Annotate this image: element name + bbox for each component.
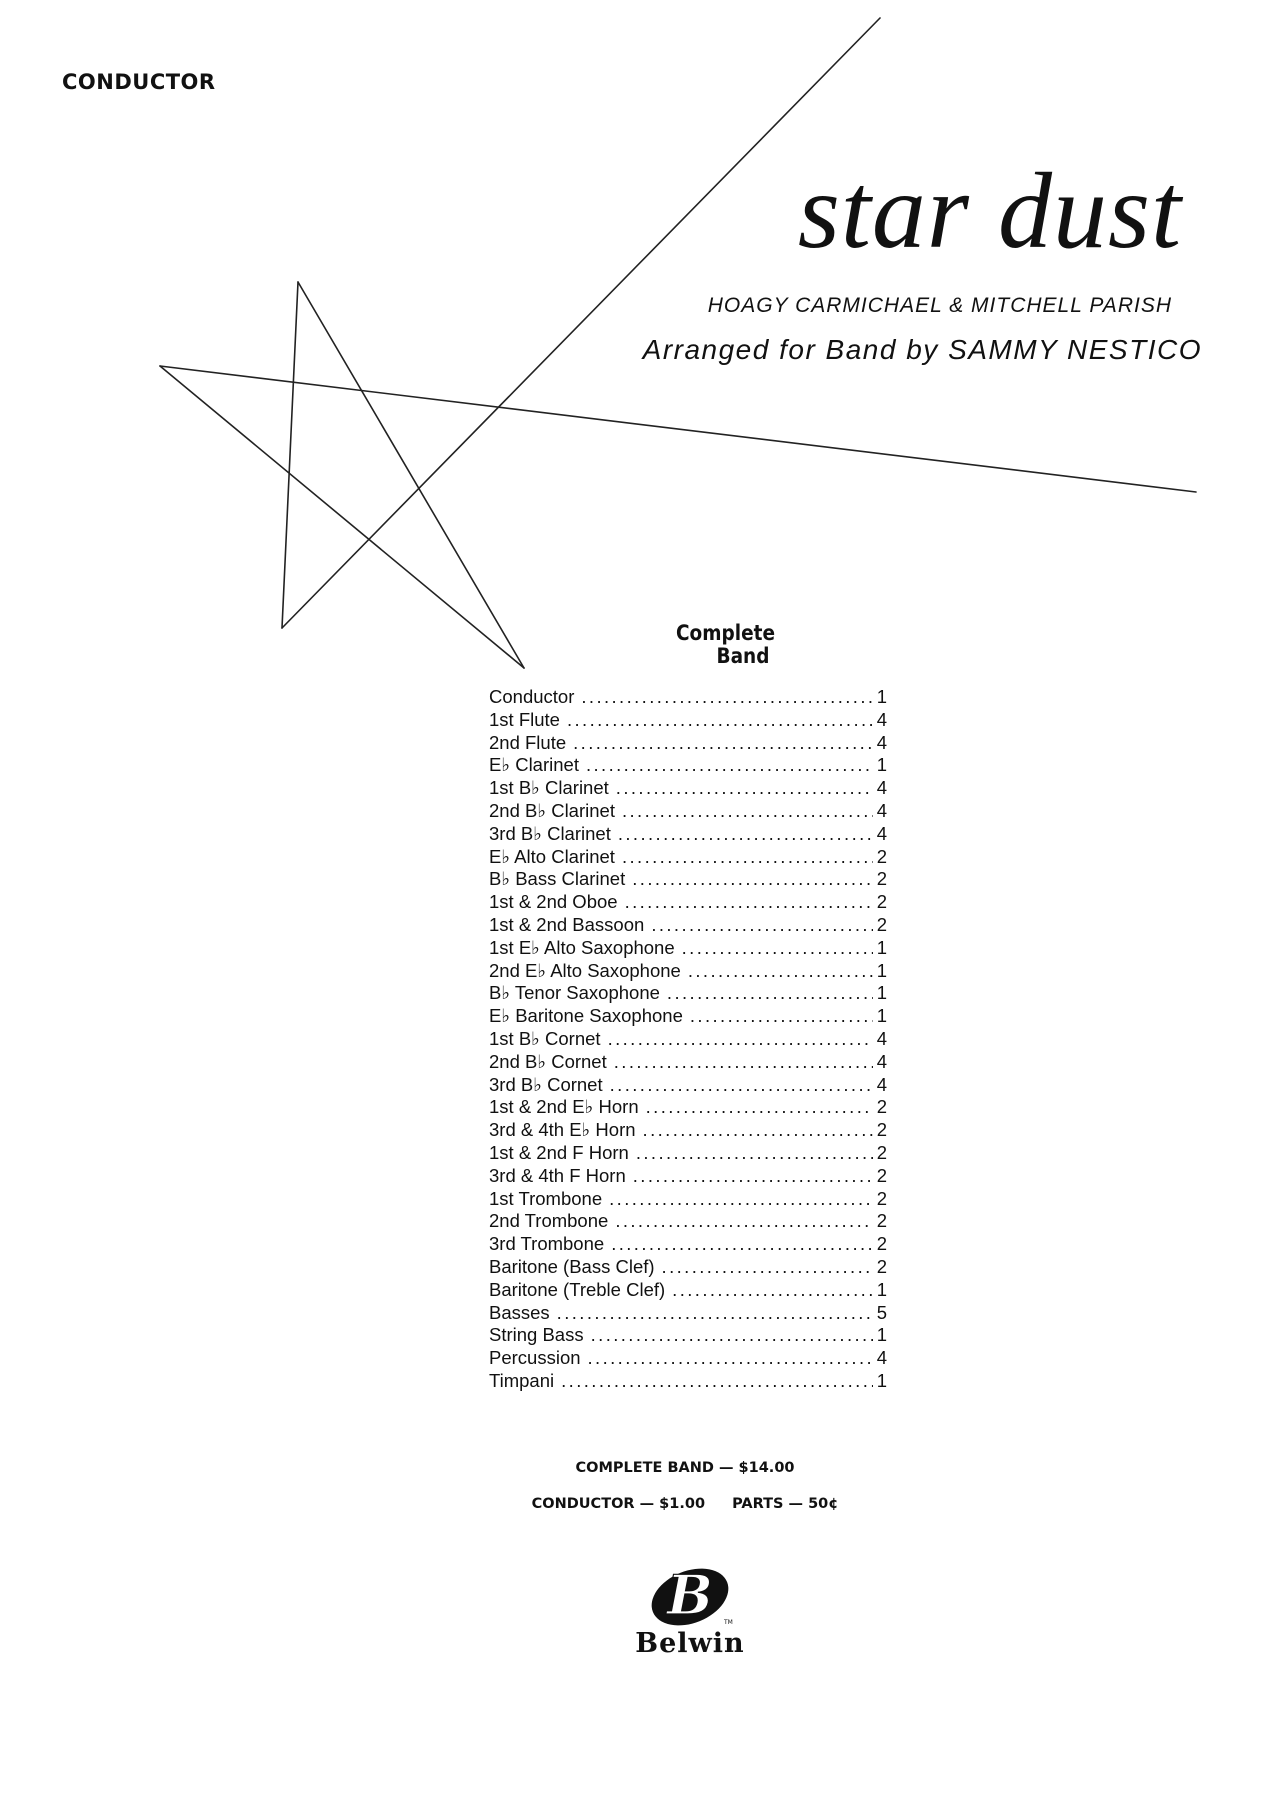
instrument-row [489, 937, 887, 960]
dot-leader [632, 868, 872, 891]
instrument-quantity: 4 [876, 1050, 887, 1072]
instrument-name: 1st & 2nd E♭ Horn [489, 1096, 639, 1118]
dot-leader [573, 732, 873, 755]
price-conductor: CONDUCTOR — $1.00 [531, 1496, 706, 1512]
dot-leader [557, 1302, 873, 1325]
instrument-name: 1st & 2nd F Horn [489, 1141, 629, 1163]
instrument-quantity: 4 [876, 1347, 887, 1369]
instrument-row [489, 1347, 887, 1370]
instrument-name: 1st B♭ Cornet [489, 1027, 601, 1049]
star-line [160, 366, 1196, 492]
instrument-row [489, 914, 887, 937]
instrument-name: Basses [489, 1301, 550, 1323]
instrument-name: 2nd Trombone [489, 1210, 609, 1232]
instrument-row [489, 1005, 887, 1028]
star-line [282, 18, 880, 628]
instrument-name: 3rd B♭ Cornet [489, 1073, 603, 1095]
dot-leader [651, 914, 872, 937]
dot-leader [662, 1256, 873, 1279]
dot-leader [622, 846, 873, 869]
dot-leader [690, 1005, 873, 1028]
instrument-name: E♭ Baritone Saxophone [489, 1005, 683, 1027]
star-line [298, 282, 524, 668]
instrument-row [489, 1142, 887, 1165]
star-line [160, 366, 524, 668]
instrument-row [489, 982, 887, 1005]
instrument-name: Baritone (Bass Clef) [489, 1255, 655, 1277]
instrument-row [489, 891, 887, 914]
instrument-name: 1st Flute [489, 708, 560, 730]
instrument-row [489, 777, 887, 800]
instrument-quantity: 1 [876, 1324, 887, 1346]
instrument-row [489, 1233, 887, 1256]
instrument-name: Conductor [489, 686, 575, 707]
instrument-quantity: 1 [876, 959, 887, 981]
dot-leader [625, 891, 873, 914]
instrument-row [489, 754, 887, 777]
instrument-quantity: 5 [876, 1301, 887, 1323]
instrument-row [489, 732, 887, 755]
instrument-name: String Bass [489, 1324, 584, 1346]
belwin-logo-icon [620, 1564, 760, 1630]
instrument-quantity: 1 [876, 1369, 887, 1391]
instrument-quantity: 2 [876, 1119, 887, 1141]
dot-leader [643, 1119, 873, 1142]
instrument-quantity: 4 [876, 731, 887, 753]
instrument-quantity: 1 [876, 754, 887, 776]
dot-leader [633, 1165, 873, 1188]
logo-letter: B [667, 1564, 713, 1627]
dot-leader [616, 777, 873, 800]
instrument-name: 3rd Trombone [489, 1233, 605, 1255]
instrument-name: Baritone (Treble Clef) [489, 1278, 666, 1300]
instrument-quantity: 1 [876, 982, 887, 1004]
instrument-name: E♭ Clarinet [489, 754, 579, 776]
song-title: star dust [797, 152, 1182, 271]
instrument-quantity: 1 [876, 686, 887, 707]
instrument-row [489, 1051, 887, 1074]
instrument-row [489, 1074, 887, 1097]
instrument-quantity: 1 [876, 936, 887, 958]
instrument-name: B♭ Tenor Saxophone [489, 982, 660, 1004]
instrument-name: 1st Trombone [489, 1187, 603, 1209]
instrument-row [489, 1210, 887, 1233]
instrument-name: 2nd Flute [489, 731, 567, 753]
dot-leader [609, 1188, 873, 1211]
instrument-row [489, 868, 887, 891]
instrument-quantity: 4 [876, 1027, 887, 1049]
instrument-name: 1st E♭ Alto Saxophone [489, 936, 675, 958]
dot-leader [611, 1233, 873, 1256]
instrument-row [489, 823, 887, 846]
instrument-name: E♭ Alto Clarinet [489, 845, 615, 867]
dot-leader [581, 686, 872, 709]
instrument-quantity: 4 [876, 708, 887, 730]
instrument-name: 2nd B♭ Cornet [489, 1050, 607, 1072]
instrument-row [489, 1188, 887, 1211]
instrument-quantity: 2 [876, 891, 887, 913]
instrument-name: Timpani [489, 1369, 555, 1391]
instrument-quantity: 2 [876, 1255, 887, 1277]
dot-leader [682, 937, 873, 960]
instrument-row [489, 846, 887, 869]
dot-leader [672, 1279, 873, 1302]
instrument-row [489, 1370, 887, 1393]
dot-leader [667, 982, 873, 1005]
instrumentation-heading-line2: Band [716, 644, 770, 668]
instrument-quantity: 2 [876, 1233, 887, 1255]
instrument-quantity: 4 [876, 1073, 887, 1095]
instrumentation-heading [676, 622, 775, 668]
instrument-row [489, 709, 887, 732]
dot-leader [567, 709, 873, 732]
instrument-row [489, 1119, 887, 1142]
publisher-name: Belwin [635, 1628, 745, 1659]
instrument-name: 2nd E♭ Alto Saxophone [489, 959, 681, 981]
dot-leader [688, 960, 873, 983]
instrument-row [489, 1302, 887, 1325]
instrument-quantity: 2 [876, 1096, 887, 1118]
dot-leader [610, 1074, 873, 1097]
dot-leader [618, 823, 873, 846]
instrument-row [489, 800, 887, 823]
instrument-row [489, 686, 887, 709]
instrument-row [489, 1279, 887, 1302]
instrument-quantity: 2 [876, 1141, 887, 1163]
dot-leader [561, 1370, 873, 1393]
instrument-quantity: 4 [876, 799, 887, 821]
instrument-quantity: 2 [876, 1210, 887, 1232]
instrument-row [489, 960, 887, 983]
instrument-name: B♭ Bass Clarinet [489, 868, 626, 890]
instrumentation-heading-line1: Complete [676, 621, 775, 645]
instrument-row [489, 1256, 887, 1279]
dot-leader [636, 1142, 873, 1165]
dot-leader [608, 1028, 873, 1051]
price-parts: PARTS — 50¢ [732, 1496, 839, 1512]
instrument-quantity: 2 [876, 868, 887, 890]
dot-leader [588, 1347, 873, 1370]
instrument-row [489, 1028, 887, 1051]
instrument-quantity: 1 [876, 1278, 887, 1300]
dot-leader [591, 1324, 873, 1347]
logo-trademark: TM [724, 1619, 733, 1626]
instrument-name: 1st B♭ Clarinet [489, 777, 609, 799]
instrument-name: 3rd & 4th F Horn [489, 1164, 626, 1186]
dot-leader [646, 1096, 873, 1119]
price-conductor-parts [520, 1496, 850, 1512]
instrument-quantity: 2 [876, 845, 887, 867]
instrument-name: 1st & 2nd Oboe [489, 891, 618, 913]
dot-leader [614, 1051, 873, 1074]
instrument-quantity: 2 [876, 1187, 887, 1209]
instrument-row [489, 1324, 887, 1347]
instrument-quantity: 4 [876, 777, 887, 799]
instrument-name: Percussion [489, 1347, 581, 1369]
star-line [282, 282, 298, 628]
instrument-name: 3rd & 4th E♭ Horn [489, 1119, 636, 1141]
instrument-row [489, 1165, 887, 1188]
instrument-quantity: 2 [876, 913, 887, 935]
instrument-name: 1st & 2nd Bassoon [489, 913, 645, 935]
instrument-quantity: 2 [876, 1164, 887, 1186]
dot-leader [586, 754, 873, 777]
dot-leader [622, 800, 873, 823]
instrumentation-list [489, 686, 887, 1393]
part-label: CONDUCTOR [62, 70, 216, 94]
arranger-credit: Arranged for Band by SAMMY NESTICO [642, 334, 1202, 365]
instrument-name: 3rd B♭ Clarinet [489, 822, 611, 844]
instrument-quantity: 4 [876, 822, 887, 844]
dot-leader [615, 1210, 872, 1233]
composer-credit: HOAGY CARMICHAEL & MITCHELL PARISH [707, 294, 1172, 317]
price-complete-band: COMPLETE BAND — $14.00 [575, 1460, 795, 1476]
instrument-name: 2nd B♭ Clarinet [489, 799, 615, 821]
instrument-quantity: 1 [876, 1005, 887, 1027]
instrument-row [489, 1096, 887, 1119]
